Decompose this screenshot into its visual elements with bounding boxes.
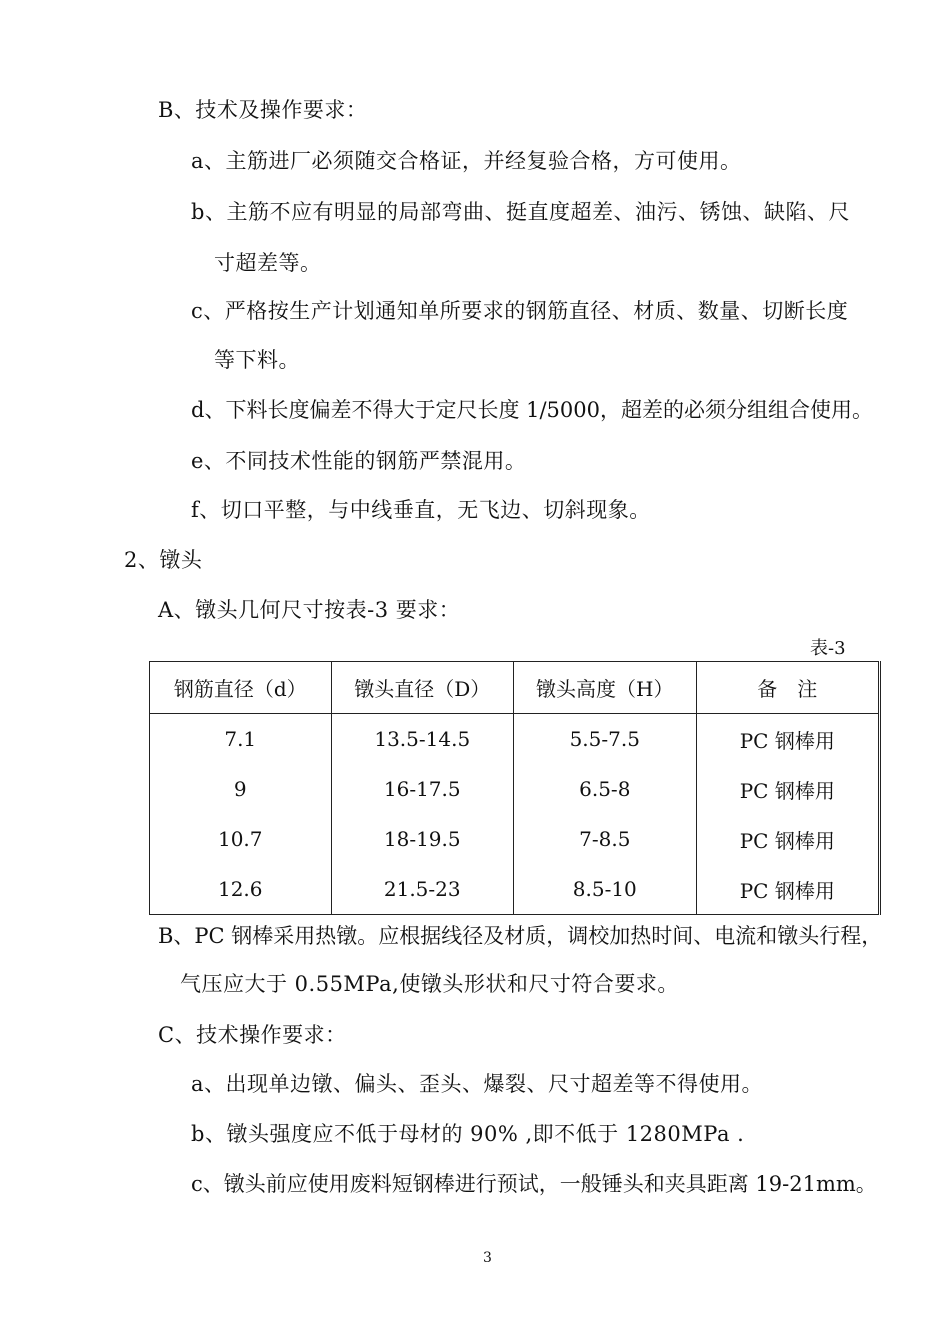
table-row — [150, 864, 880, 915]
table-cell: 16-17.5 — [331, 764, 514, 814]
table-cell: 8.5-10 — [514, 864, 697, 915]
table-cell: 18-19.5 — [331, 814, 514, 864]
page-number: 3 — [483, 1250, 492, 1266]
heading-technical-operation-requirements: C、技术操作要求： — [158, 1023, 347, 1047]
requirement-item-c: c、严格按生产计划通知单所要求的钢筋直径、材质、数量、切断长度 — [191, 299, 849, 323]
column-header-remarks: 备 注 — [696, 662, 879, 714]
requirement-item-a: a、主筋进厂必须随交合格证，并经复验合格，方可使用。 — [191, 149, 742, 173]
section-heading-upsetting: 2、镦头 — [124, 548, 203, 572]
requirement-item-c-continued: 等下料。 — [214, 348, 300, 372]
column-header-head-height: 镦头高度（H） — [514, 662, 697, 714]
operation-item-a: a、出现单边镦、偏头、歪头、爆裂、尺寸超差等不得使用。 — [191, 1072, 764, 1096]
table-row — [150, 764, 880, 814]
table-cell: PC 钢棒用 — [696, 864, 879, 915]
table-cell: PC 钢棒用 — [696, 814, 879, 864]
table-cell: PC 钢棒用 — [696, 714, 879, 765]
table-cell: 6.5-8 — [514, 764, 697, 814]
requirement-item-b: b、主筋不应有明显的局部弯曲、挺直度超差、油污、锈蚀、缺陷、尺 — [191, 200, 850, 224]
table-cell: 7.1 — [150, 714, 332, 765]
requirement-item-f: f、切口平整，与中线垂直，无飞边、切斜现象。 — [191, 498, 651, 522]
upsetting-item-a: A、镦头几何尺寸按表-3 要求： — [158, 598, 461, 622]
table-caption: 表-3 — [810, 638, 846, 659]
column-header-bar-diameter: 钢筋直径（d） — [150, 662, 332, 714]
upsetting-dimensions-table — [149, 661, 881, 915]
requirement-item-e: e、不同技术性能的钢筋严禁混用。 — [191, 449, 527, 473]
table-header-row — [150, 662, 880, 714]
table-cell: 13.5-14.5 — [331, 714, 514, 765]
table-cell: 9 — [150, 764, 332, 814]
table-cell: 5.5-7.5 — [514, 714, 697, 765]
table-cell: 7-8.5 — [514, 814, 697, 864]
requirement-item-b-continued: 寸超差等。 — [214, 251, 322, 275]
upsetting-item-b: B、PC 钢棒采用热镦。应根据线径及材质，调校加热时间、电流和镦头行程， — [158, 924, 883, 948]
operation-item-c: c、镦头前应使用废料短钢棒进行预试，一般锤头和夹具距离 19-21mm。 — [191, 1172, 877, 1196]
table-cell: 10.7 — [150, 814, 332, 864]
table-cell: PC 钢棒用 — [696, 764, 879, 814]
operation-item-b: b、镦头强度应不低于母材的 90% ,即不低于 1280MPa . — [191, 1122, 745, 1146]
heading-technical-requirements: B、技术及操作要求： — [158, 98, 368, 122]
table-cell: 12.6 — [150, 864, 332, 915]
table-row — [150, 714, 880, 765]
upsetting-item-b-continued: 气压应大于 0.55MPa,使镦头形状和尺寸符合要求。 — [180, 972, 679, 996]
column-header-head-diameter: 镦头直径（D） — [331, 662, 514, 714]
requirement-item-d: d、下料长度偏差不得大于定尺长度 1/5000，超差的必须分组组合使用。 — [191, 398, 873, 422]
table-row — [150, 814, 880, 864]
table-cell: 21.5-23 — [331, 864, 514, 915]
